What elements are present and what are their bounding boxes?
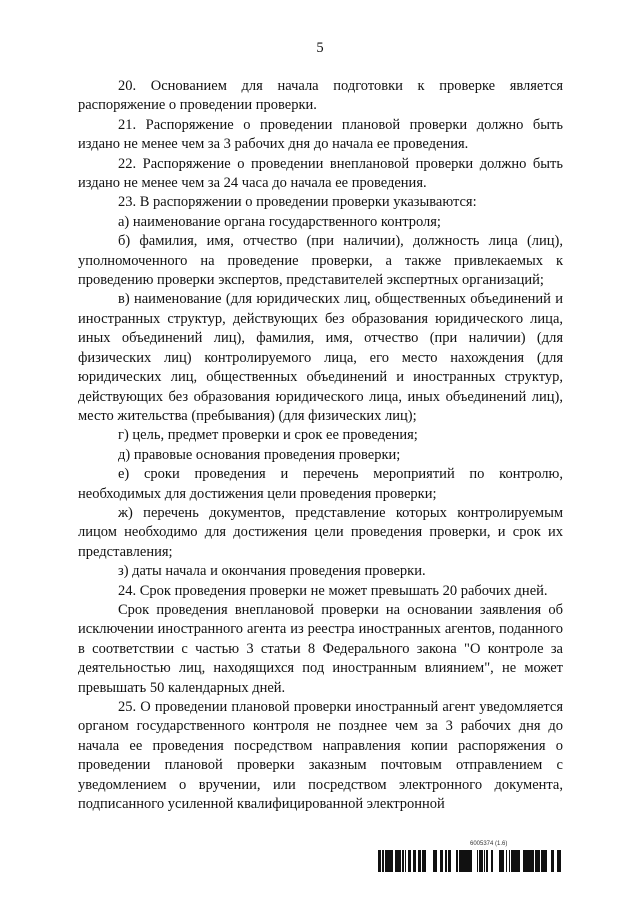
list-item-b: б) фамилия, имя, отчество (при наличии), должность лица (лиц), уполномоченного на проведение проверки, а также привлекаемых к проведению проверки экспертов, представителей экспертных организаций; [78, 233, 563, 289]
list-item-e: е) сроки проведения и перечень мероприятий по контролю, необходимых для достижения цели проведения проверки; [78, 466, 563, 502]
list-item-z: з) даты начала и окончания проведения проверки. [118, 563, 426, 580]
paragraph-20: 20. Основанием для начала подготовки к проверке является распоряжение о проведении проверки. [78, 78, 563, 114]
paragraph-25: 25. О проведении плановой проверки иностранный агент уведомляется органом государственного контроля не позднее чем за 3 рабочих дня до начала ее проведения посредством направления копии распоряжения о проведении плановой проверки заказным почтовым отправлением с уведомлением о вручении, или посредством электронного документа, подписанного усиленной квалифицированной электронной [78, 699, 563, 813]
list-item-zh: ж) перечень документов, представление которых контролируемым лицом необходимо для достижения цели проведения проверки, и срок их представления; [78, 504, 563, 560]
document-body [78, 77, 563, 814]
list-item-g: г) цель, предмет проверки и срок ее проведения; [118, 427, 418, 444]
page-number: 5 [316, 40, 324, 56]
barcode-image [378, 850, 564, 872]
list-item-a: а) наименование органа государственного контроля; [118, 213, 441, 230]
paragraph-23: 23. В распоряжении о проведении проверки указываются: [118, 194, 477, 211]
document-code: 6005374 (1.6) [470, 841, 508, 847]
list-item-v: в) наименование (для юридических лиц, общественных объединений и иностранных структур, действующих без образования юридического лица, иных объединений лиц), фамилия, имя, отчество (при наличии) (для физических лиц) контролируемого лица, его место нахождения (для юридических лиц, общественных объединений и иностранных структур, действующих без образования юридического лица, иных объединений лиц), место жительства (пребывания) (для физических лиц); [78, 291, 563, 424]
paragraph-21: 21. Распоряжение о проведении плановой проверки должно быть издано не менее чем за 3 рабочих дня до начала ее проведения. [78, 116, 563, 153]
paragraph-24: 24. Срок проведения проверки не может превышать 20 рабочих дней. [118, 582, 548, 599]
paragraph-24-continued: Срок проведения внеплановой проверки на основании заявления об исключении иностранного агента из реестра иностранных агентов, поданного в соответствии с частью 3 статьи 8 Федерального закона "О контроле за деятельностью лиц, находящихся под иностранным влиянием", не может превышать 50 календарных дней. [78, 601, 563, 696]
list-item-d: д) правовые основания проведения проверки; [118, 446, 401, 463]
paragraph-22: 22. Распоряжение о проведении внеплановой проверки должно быть издано не менее чем за 24 часа до начала ее проведения. [78, 155, 563, 192]
